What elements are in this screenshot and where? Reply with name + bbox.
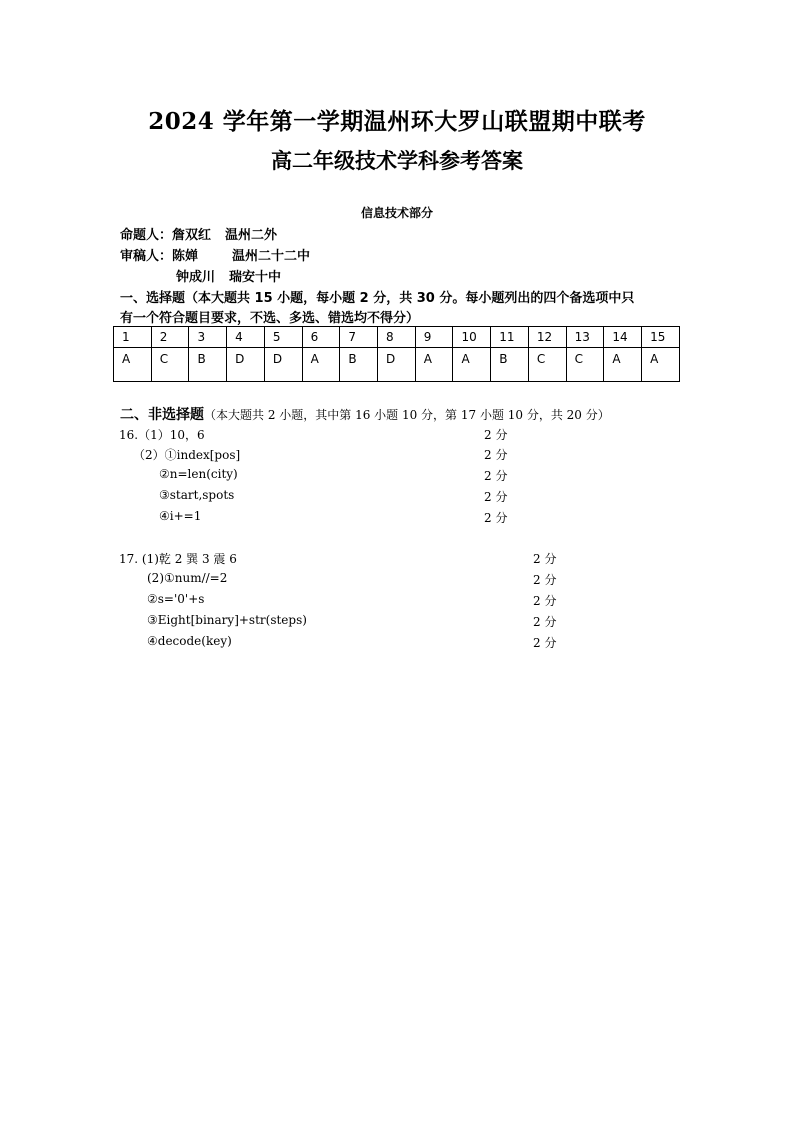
q17-score-2: 2 分 <box>533 573 557 587</box>
q16-score-2: 2 分 <box>484 448 508 462</box>
answer-cell: B <box>491 348 529 382</box>
q16-score-3: 2 分 <box>484 469 508 483</box>
q17-score-4: 2 分 <box>533 615 557 629</box>
question-number-cell: 3 <box>189 327 227 348</box>
answer-cell: D <box>264 348 302 382</box>
question-number-cell: 8 <box>378 327 416 348</box>
question-number-cell: 10 <box>453 327 491 348</box>
reviewer-line-2 <box>176 266 281 285</box>
question-number-cell: 7 <box>340 327 378 348</box>
q17-score-5: 2 分 <box>533 636 557 650</box>
question-number-cell: 11 <box>491 327 529 348</box>
author-school: 温州二外 <box>225 228 278 243</box>
part2-title-rest: （本大题共 2 小题，其中第 16 小题 10 分，第 17 小题 10 分，共 20 分） <box>204 408 610 422</box>
author-label: 命题人： <box>120 228 173 243</box>
answer-cell: A <box>114 348 152 382</box>
answer-cell: B <box>340 348 378 382</box>
document-title: 2024 学年第一学期温州环大罗山联盟期中联考 <box>148 108 646 135</box>
q16-score-1: 2 分 <box>484 428 508 442</box>
question-number-cell: 6 <box>302 327 340 348</box>
q17-answer-1: 17. (1)乾 2 巽 3 震 6 <box>119 552 237 566</box>
reviewer-school: 瑞安十中 <box>229 270 282 285</box>
q16-answer-1: 16.（1）10，6 <box>119 428 205 442</box>
q17-score-3: 2 分 <box>533 594 557 608</box>
section-heading: 信息技术部分 <box>360 206 433 220</box>
question-number-cell: 5 <box>264 327 302 348</box>
answer-cell: B <box>189 348 227 382</box>
answer-cell: A <box>604 348 642 382</box>
part1-title-line1: 一、选择题（本大题共 15 小题，每小题 2 分，共 30 分。每小题列出的四个备选项中只 <box>120 291 635 306</box>
q17-answer-3: ②s='0'+s <box>147 592 205 606</box>
answer-cell: C <box>151 348 189 382</box>
q16-score-4: 2 分 <box>484 490 508 504</box>
question-number-cell: 13 <box>566 327 604 348</box>
choice-answer-table <box>113 326 680 382</box>
q17-score-1: 2 分 <box>533 552 557 566</box>
answer-cell: C <box>566 348 604 382</box>
answer-cell: A <box>642 348 680 382</box>
reviewer-line-1 <box>120 245 198 264</box>
author-line <box>120 224 277 243</box>
question-number-cell: 14 <box>604 327 642 348</box>
answer-cell: D <box>378 348 416 382</box>
author-name: 詹双红 <box>172 228 212 243</box>
document-subtitle: 高二年级技术学科参考答案 <box>271 148 523 173</box>
question-number-cell: 2 <box>151 327 189 348</box>
answer-row <box>114 348 680 382</box>
answer-cell: A <box>453 348 491 382</box>
part1-title-line2: 有一个符合题目要求，不选、多选、错选均不得分） <box>120 311 420 326</box>
reviewer-name: 钟成川 <box>176 270 216 285</box>
question-number-cell: 4 <box>227 327 265 348</box>
part2-title-bold: 二、非选择题 <box>120 407 204 423</box>
part2-title <box>120 404 610 424</box>
reviewer-name: 陈婵 <box>172 249 199 264</box>
answer-cell: D <box>227 348 265 382</box>
question-number-cell: 1 <box>114 327 152 348</box>
question-number-cell: 15 <box>642 327 680 348</box>
answer-cell: A <box>302 348 340 382</box>
question-number-row <box>114 327 680 348</box>
question-number-cell: 9 <box>415 327 453 348</box>
q17-answer-5: ④decode(key) <box>147 634 232 648</box>
answer-cell: A <box>415 348 453 382</box>
q17-answer-4: ③Eight[binary]+str(steps) <box>147 613 307 627</box>
q16-answer-3: ②n=len(city) <box>159 467 238 481</box>
q16-answer-5: ④i+=1 <box>159 509 202 523</box>
reviewer-school-1: 温州二十二中 <box>232 249 311 264</box>
q16-score-5: 2 分 <box>484 511 508 525</box>
q17-answer-2: (2)①num//=2 <box>147 571 228 585</box>
question-number-cell: 12 <box>528 327 566 348</box>
answer-cell: C <box>528 348 566 382</box>
q16-answer-4: ③start,spots <box>159 488 235 502</box>
reviewer-label: 审稿人： <box>120 249 173 264</box>
q16-answer-2: （2）①index[pos] <box>133 448 241 462</box>
